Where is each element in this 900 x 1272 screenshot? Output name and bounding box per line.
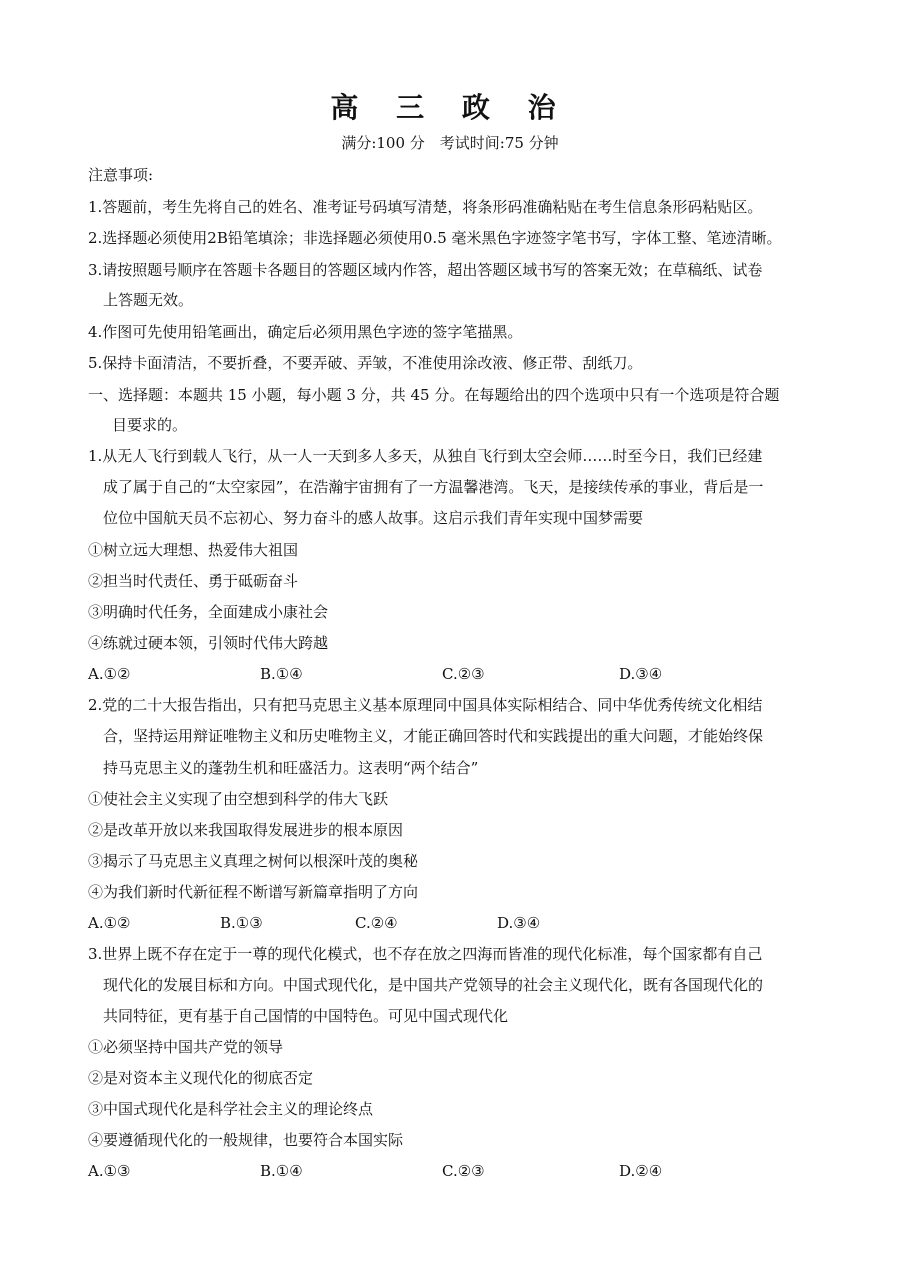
note-item: 上答题无效。 [103, 291, 194, 309]
question-stem: 合，坚持运用辩证唯物主义和历史唯物主义，才能正确回答时代和实践提出的重大问题，才能始终保 [103, 727, 764, 745]
question-stem: 共同特征，更有基于自己国情的中国特色。可见中国式现代化 [103, 1007, 509, 1025]
section-heading: 一、选择题：本题共 15 小题，每小题 3 分，共 45 分。在每题给出的四个选项中只有一个选项是符合题 [88, 386, 780, 404]
question-stem: 3.世界上既不存在定于一尊的现代化模式，也不存在放之四海而皆准的现代化标准，每个国家都有自己 [88, 945, 763, 963]
question-stem: 持马克思主义的蓬勃生机和旺盛活力。这表明“两个结合” [103, 759, 479, 777]
answer-option: D.③④ [619, 665, 663, 683]
answer-option: A.①② [88, 914, 131, 932]
answer-option: A.①③ [88, 1162, 131, 1180]
statement-item: ①使社会主义实现了由空想到科学的伟大飞跃 [88, 790, 389, 808]
note-item: 1.答题前，考生先将自己的姓名、准考证号码填写清楚，将条形码准确粘贴在考生信息条形码粘贴区。 [88, 198, 763, 216]
question-stem: 位位中国航天员不忘初心、努力奋斗的感人故事。这启示我们青年实现中国梦需要 [103, 509, 644, 527]
question-stem: 成了属于自己的“太空家园”，在浩瀚宇宙拥有了一方温馨港湾。飞天，是接续传承的事业，背后是一 [103, 478, 764, 496]
note-item: 4.作图可先使用铅笔画出，确定后必须用黑色字迹的签字笔描黑。 [88, 323, 523, 341]
answer-option: B.①③ [220, 914, 263, 932]
answer-option: C.②③ [442, 665, 485, 683]
question-stem: 2.党的二十大报告指出，只有把马克思主义基本原理同中国具体实际相结合、同中华优秀传统文化相结 [88, 696, 763, 714]
answer-option: B.①④ [260, 665, 303, 683]
answer-option: D.③④ [497, 914, 541, 932]
exam-info: 满分:100 分 考试时间:75 分钟 [341, 134, 559, 152]
page-title: 高 三 政 治 [330, 91, 570, 124]
statement-item: ④为我们新时代新征程不断谱写新篇章指明了方向 [88, 883, 419, 901]
statement-item: ②是对资本主义现代化的彻底否定 [88, 1069, 314, 1087]
statement-item: ③中国式现代化是科学社会主义的理论终点 [88, 1100, 374, 1118]
answer-option: C.②③ [442, 1162, 485, 1180]
question-stem: 现代化的发展目标和方向。中国式现代化，是中国共产党领导的社会主义现代化，既有各国现代化的 [103, 976, 764, 994]
answer-option: B.①④ [260, 1162, 303, 1180]
answer-option: A.①② [88, 665, 131, 683]
statement-item: ④练就过硬本领，引领时代伟大跨越 [88, 634, 329, 652]
statement-item: ③揭示了马克思主义真理之树何以根深叶茂的奥秘 [88, 852, 419, 870]
statement-item: ②担当时代责任、勇于砥砺奋斗 [88, 572, 299, 590]
notes-heading: 注意事项: [88, 166, 154, 184]
note-item: 5.保持卡面清洁，不要折叠，不要弄破、弄皱，不准使用涂改液、修正带、刮纸刀。 [88, 354, 643, 372]
answer-option: C.②④ [355, 914, 398, 932]
statement-item: ①必须坚持中国共产党的领导 [88, 1038, 284, 1056]
statement-item: ③明确时代任务，全面建成小康社会 [88, 603, 329, 621]
question-stem: 1.从无人飞行到载人飞行，从一人一天到多人多天，从独自飞行到太空会师……时至今日，我们已经建 [88, 447, 763, 465]
section-heading: 目要求的。 [112, 416, 188, 434]
note-item: 2.选择题必须使用2B铅笔填涂；非选择题必须使用0.5 毫米黑色字迹签字笔书写，字体工整、笔迹清晰。 [88, 229, 782, 247]
statement-item: ①树立远大理想、热爱伟大祖国 [88, 541, 299, 559]
statement-item: ④要遵循现代化的一般规律，也要符合本国实际 [88, 1131, 404, 1149]
statement-item: ②是改革开放以来我国取得发展进步的根本原因 [88, 821, 404, 839]
answer-option: D.②④ [619, 1162, 663, 1180]
note-item: 3.请按照题号顺序在答题卡各题目的答题区域内作答，超出答题区域书写的答案无效；在草稿纸、试卷 [88, 261, 763, 279]
